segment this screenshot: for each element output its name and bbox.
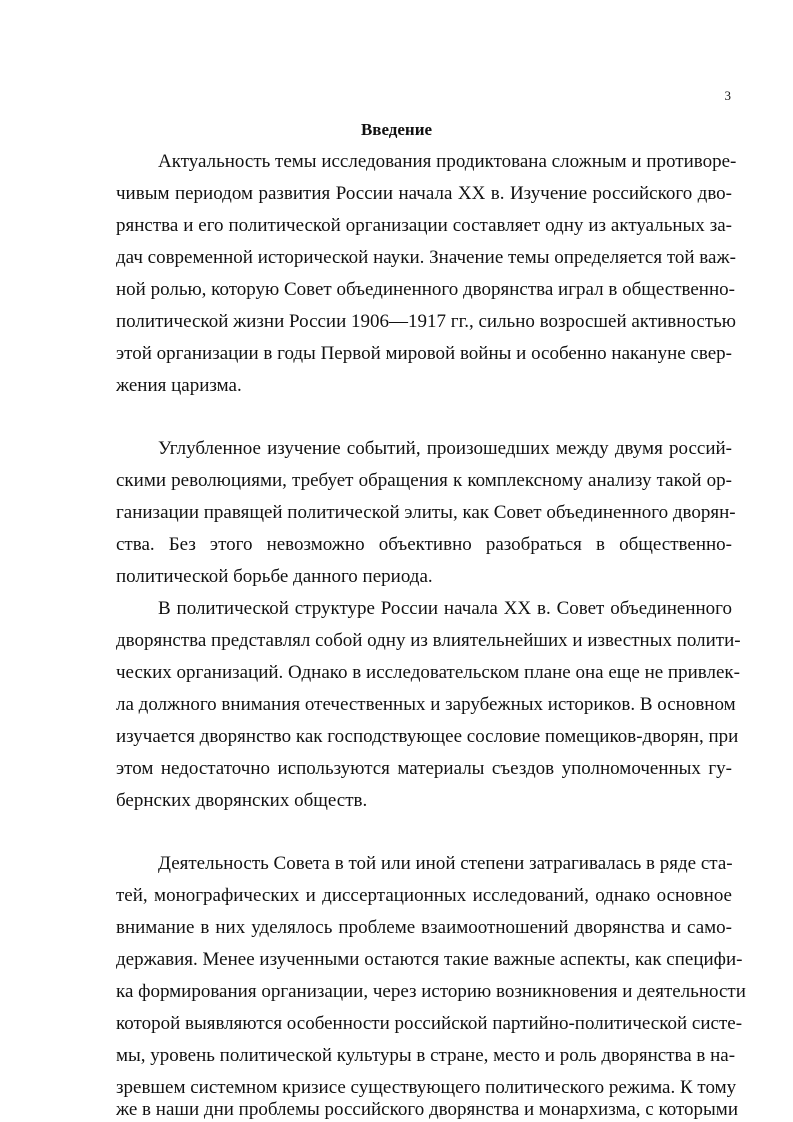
- text-line: дач современной исторической науки. Значение темы определяется той важ-: [116, 247, 736, 268]
- text-line: ной ролью, которую Совет объединенного дворянства играл в общественно-: [116, 279, 735, 300]
- text-line: дворянства представлял собой одну из влиятельнейших и известных полити-: [116, 630, 741, 651]
- text-line: политической борьбе данного периода.: [116, 566, 433, 587]
- text-line: ка формирования организации, через историю возникновения и деятельности: [116, 981, 746, 1002]
- text-line: ганизации правящей политической элиты, как Совет объединенного дворян-: [116, 502, 736, 523]
- text-line: внимание в них уделялось проблеме взаимоотношений дворянства и само-: [116, 917, 732, 938]
- text-line: В политической структуре России начала XX в. Совет объединенного: [158, 598, 732, 619]
- text-line: изучается дворянство как господствующее сословие помещиков-дворян, при: [116, 726, 739, 747]
- text-line: ства. Без этого невозможно объективно разобраться в общественно-: [116, 534, 732, 555]
- text-line: ческих организаций. Однако в исследовательском плане она еще не привлек-: [116, 662, 740, 683]
- text-line: рянства и его политической организации составляет одну из актуальных за-: [116, 215, 732, 236]
- text-line: бернских дворянских обществ.: [116, 790, 368, 811]
- text-line: Деятельность Совета в той или иной степени затрагивалась в ряде ста-: [158, 853, 733, 874]
- text-line: которой выявляются особенности российской партийно-политической систе-: [116, 1013, 743, 1034]
- text-line: державия. Менее изученными остаются такие важные аспекты, как специфи-: [116, 949, 743, 970]
- page-number: 3: [724, 88, 731, 103]
- text-line: этом недостаточно используются материалы съездов уполномоченных гу-: [116, 758, 732, 779]
- text-line: Углубленное изучение событий, произошедших между двумя россий-: [158, 438, 732, 459]
- text-line: скими революциями, требует обращения к комплексному анализу такой ор-: [116, 470, 732, 491]
- text-line: Актуальность темы исследования продиктована сложным и противоре-: [158, 151, 737, 172]
- text-line: ла должного внимания отечественных и зарубежных историков. В основном: [116, 694, 736, 715]
- text-line: мы, уровень политической культуры в стране, место и роль дворянства в на-: [116, 1045, 736, 1066]
- text-line: зревшем системном кризисе существующего политического режима. К тому: [116, 1077, 737, 1098]
- text-line: же в наши дни проблемы российского дворянства и монархизма, с которыми: [116, 1099, 738, 1120]
- text-line: политической жизни России 1906—1917 гг., сильно возросшей активностью: [116, 311, 736, 332]
- text-line: тей, монографических и диссертационных исследований, однако основное: [116, 885, 732, 906]
- text-line: жения царизма.: [116, 375, 242, 396]
- text-line: этой организации в годы Первой мировой войны и особенно накануне свер-: [116, 343, 732, 364]
- text-line: чивым периодом развития России начала XX в. Изучение российского дво-: [116, 183, 732, 204]
- section-title: Введение: [360, 120, 433, 139]
